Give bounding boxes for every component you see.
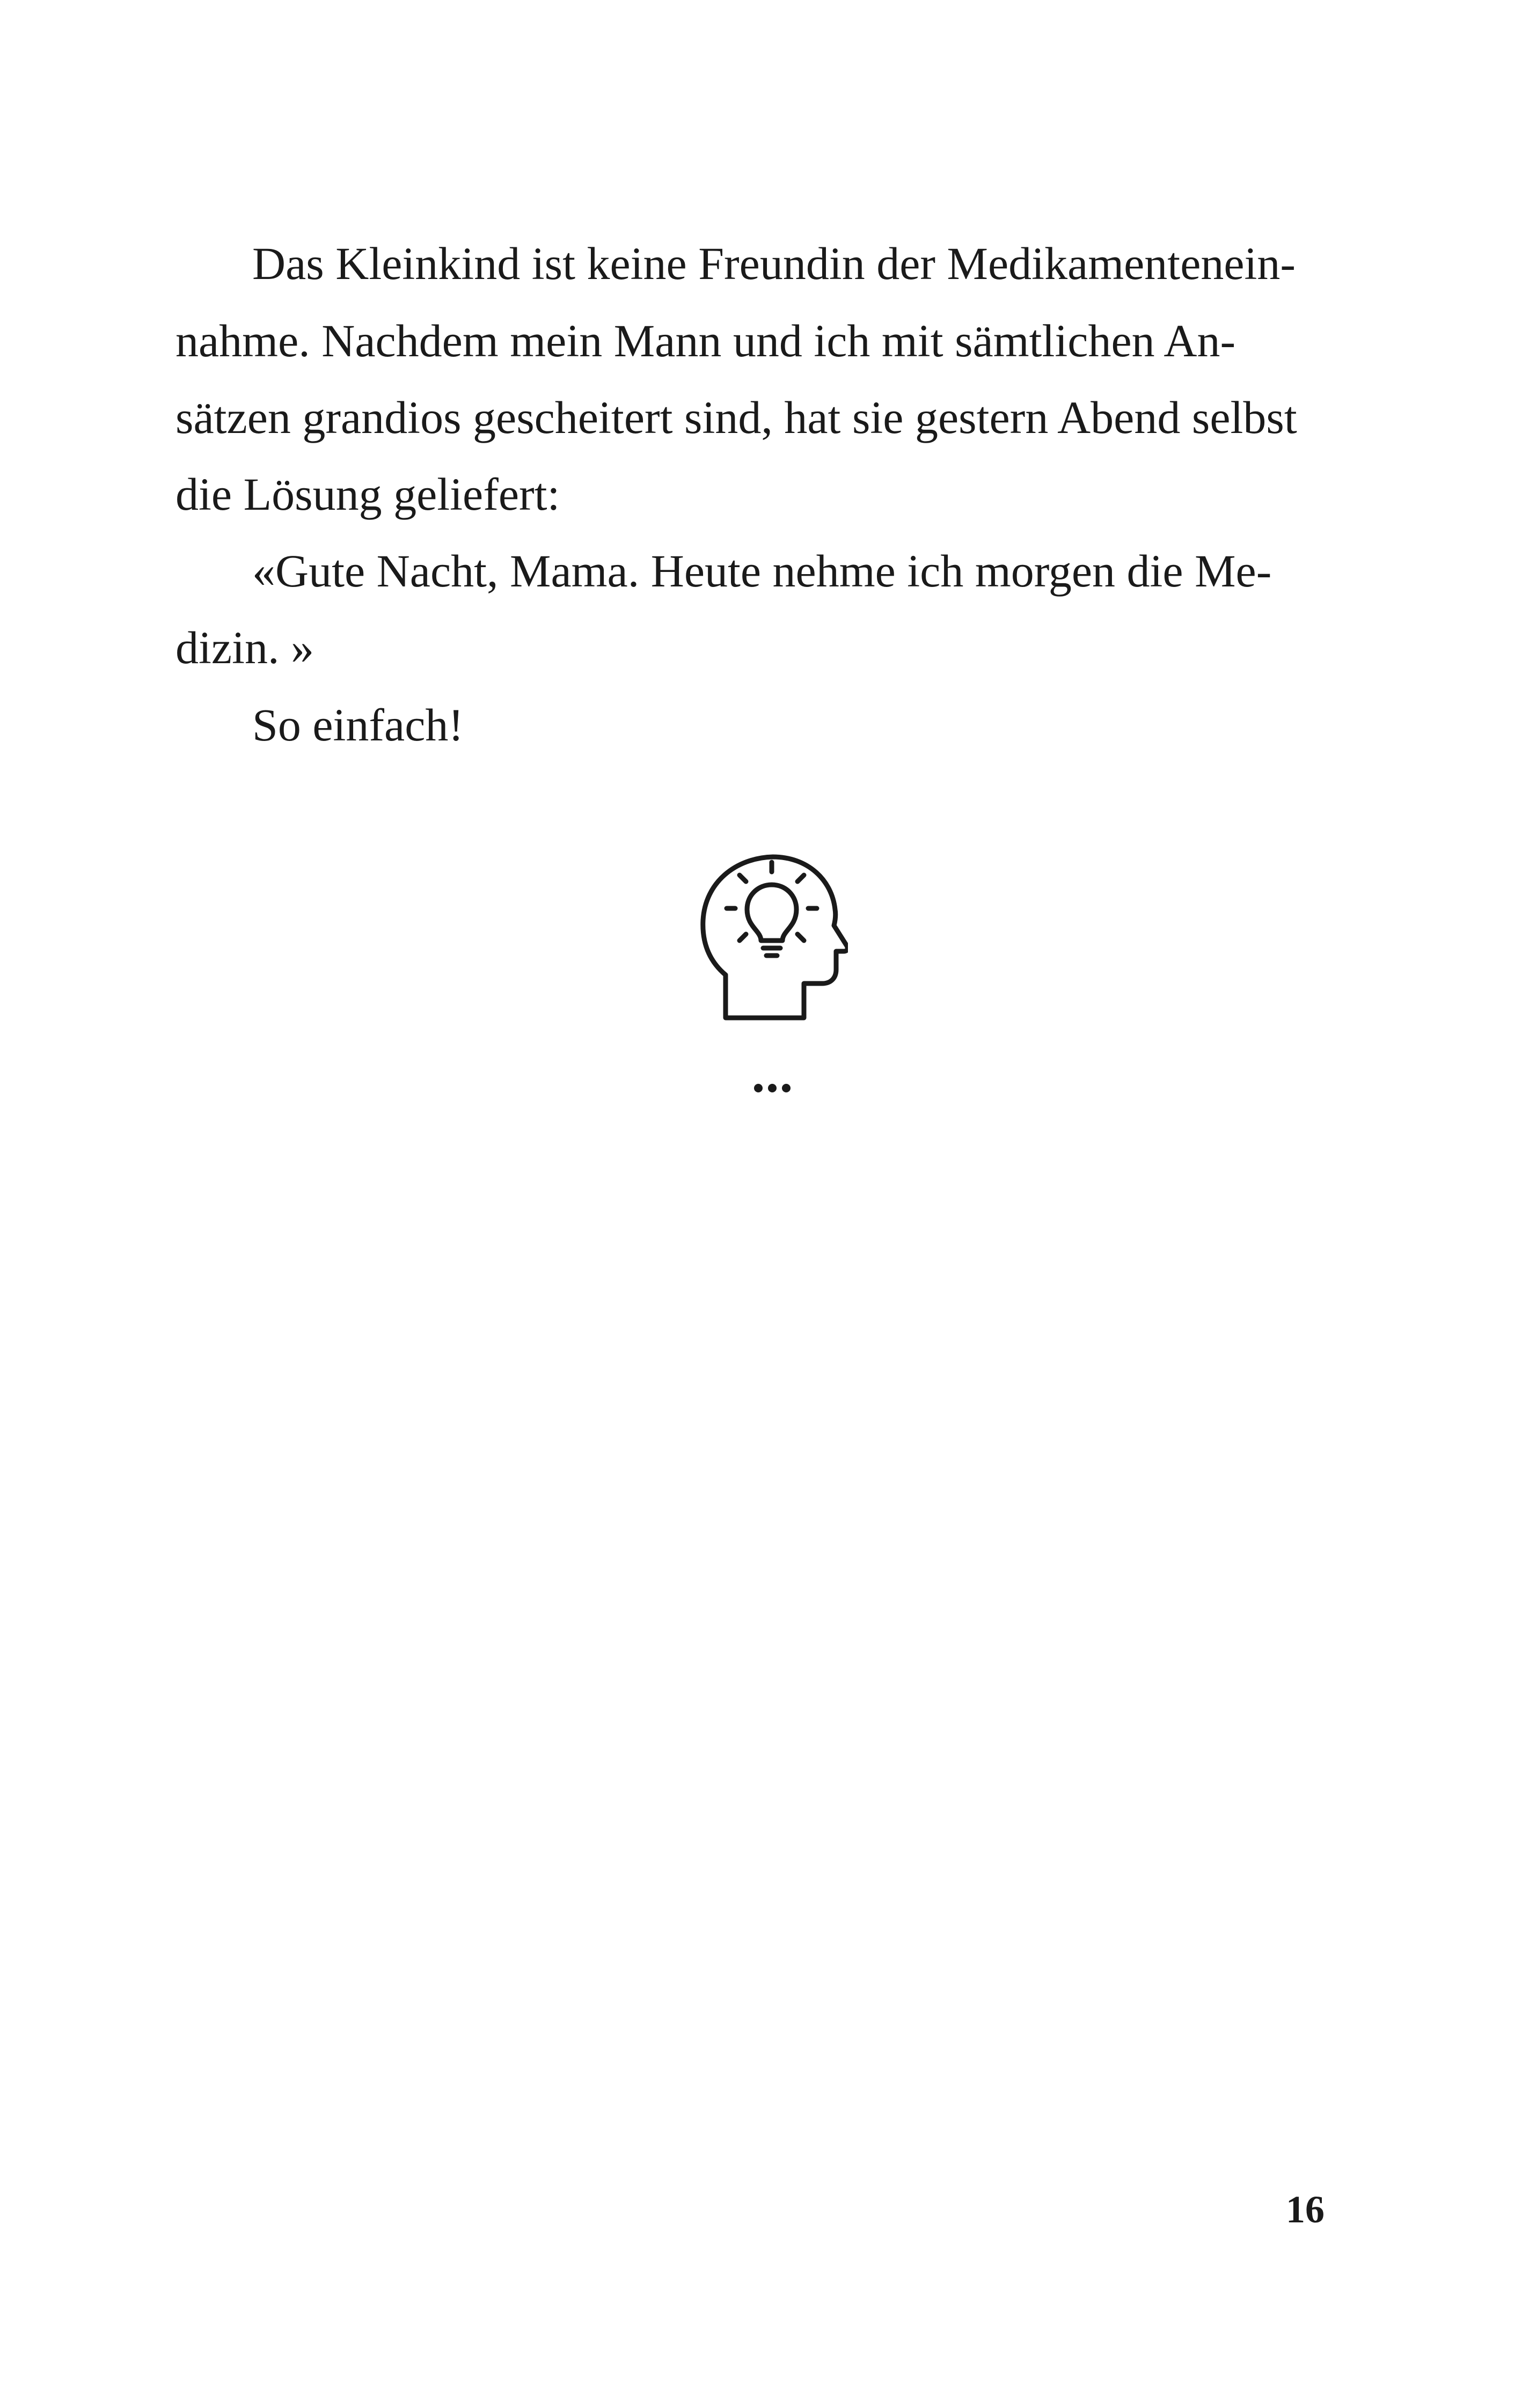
paragraph-2-line-2: dizin. » <box>175 622 314 673</box>
ellipsis-dot <box>782 1084 791 1092</box>
ellipsis-separator <box>754 1080 791 1096</box>
paragraph-3-line-1: So einfach! <box>252 699 464 751</box>
paragraph-2-line-1: «Gute Nacht, Mama. Heute nehme ich morgen die Me- <box>252 545 1272 597</box>
paragraph-1-line-2: nahme. Nachdem mein Mann und ich mit sämtlichen An- <box>175 315 1236 366</box>
ellipsis-dot <box>754 1084 763 1092</box>
paragraph-1-line-3: sätzen grandios gescheitert sind, hat sie gestern Abend selbst <box>175 392 1297 443</box>
paragraph-1-line-1: Das Kleinkind ist keine Freundin der Medikamentenein- <box>252 238 1296 289</box>
page-number: 16 <box>1286 2188 1325 2231</box>
paragraph-1-line-4: die Lösung geliefert: <box>175 468 560 520</box>
ellipsis-dot <box>768 1084 777 1092</box>
head-lightbulb-icon <box>698 850 848 1022</box>
